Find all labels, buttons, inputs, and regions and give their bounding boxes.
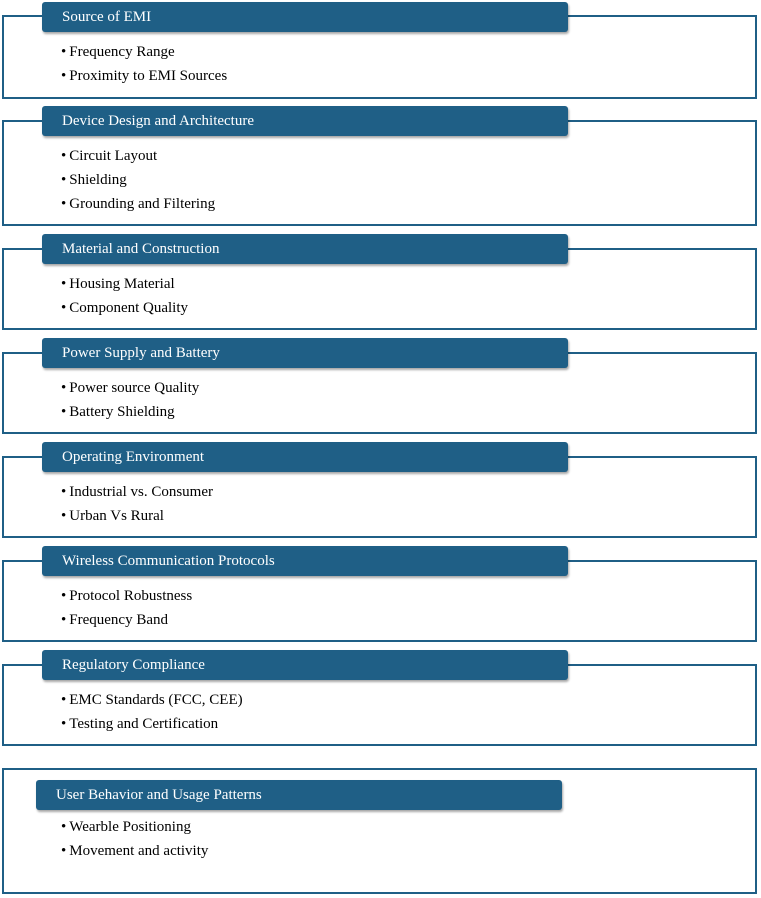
list-item: • Urban Vs Rural (61, 504, 213, 528)
category-items-power-supply (61, 376, 199, 424)
category-items-source-of-emi (61, 40, 227, 88)
list-item: • Circuit Layout (61, 144, 215, 168)
list-item: • Grounding and Filtering (61, 192, 215, 216)
category-items-device-design (61, 144, 215, 216)
list-item: • Power source Quality (61, 376, 199, 400)
list-item: • Component Quality (61, 296, 188, 320)
list-item: • Frequency Band (61, 608, 192, 632)
category-header-wireless-protocols: Wireless Communication Protocols (42, 546, 568, 576)
category-items-user-behavior (61, 815, 208, 863)
category-items-wireless-protocols (61, 584, 192, 632)
category-header-regulatory-compliance: Regulatory Compliance (42, 650, 568, 680)
list-item: • Proximity to EMI Sources (61, 64, 227, 88)
category-items-operating-environment (61, 480, 213, 528)
list-item: • Shielding (61, 168, 215, 192)
category-header-source-of-emi: Source of EMI (42, 2, 568, 32)
list-item: • Wearble Positioning (61, 815, 208, 839)
category-header-material-construction: Material and Construction (42, 234, 568, 264)
list-item: • Housing Material (61, 272, 188, 296)
list-item: • Movement and activity (61, 839, 208, 863)
category-items-material-construction (61, 272, 188, 320)
category-header-power-supply: Power Supply and Battery (42, 338, 568, 368)
list-item: • Protocol Robustness (61, 584, 192, 608)
category-header-user-behavior: User Behavior and Usage Patterns (36, 780, 562, 810)
category-header-device-design: Device Design and Architecture (42, 106, 568, 136)
list-item: • Industrial vs. Consumer (61, 480, 213, 504)
list-item: • Testing and Certification (61, 712, 243, 736)
category-items-regulatory-compliance (61, 688, 243, 736)
list-item: • Frequency Range (61, 40, 227, 64)
list-item: • Battery Shielding (61, 400, 199, 424)
list-item: • EMC Standards (FCC, CEE) (61, 688, 243, 712)
category-header-operating-environment: Operating Environment (42, 442, 568, 472)
